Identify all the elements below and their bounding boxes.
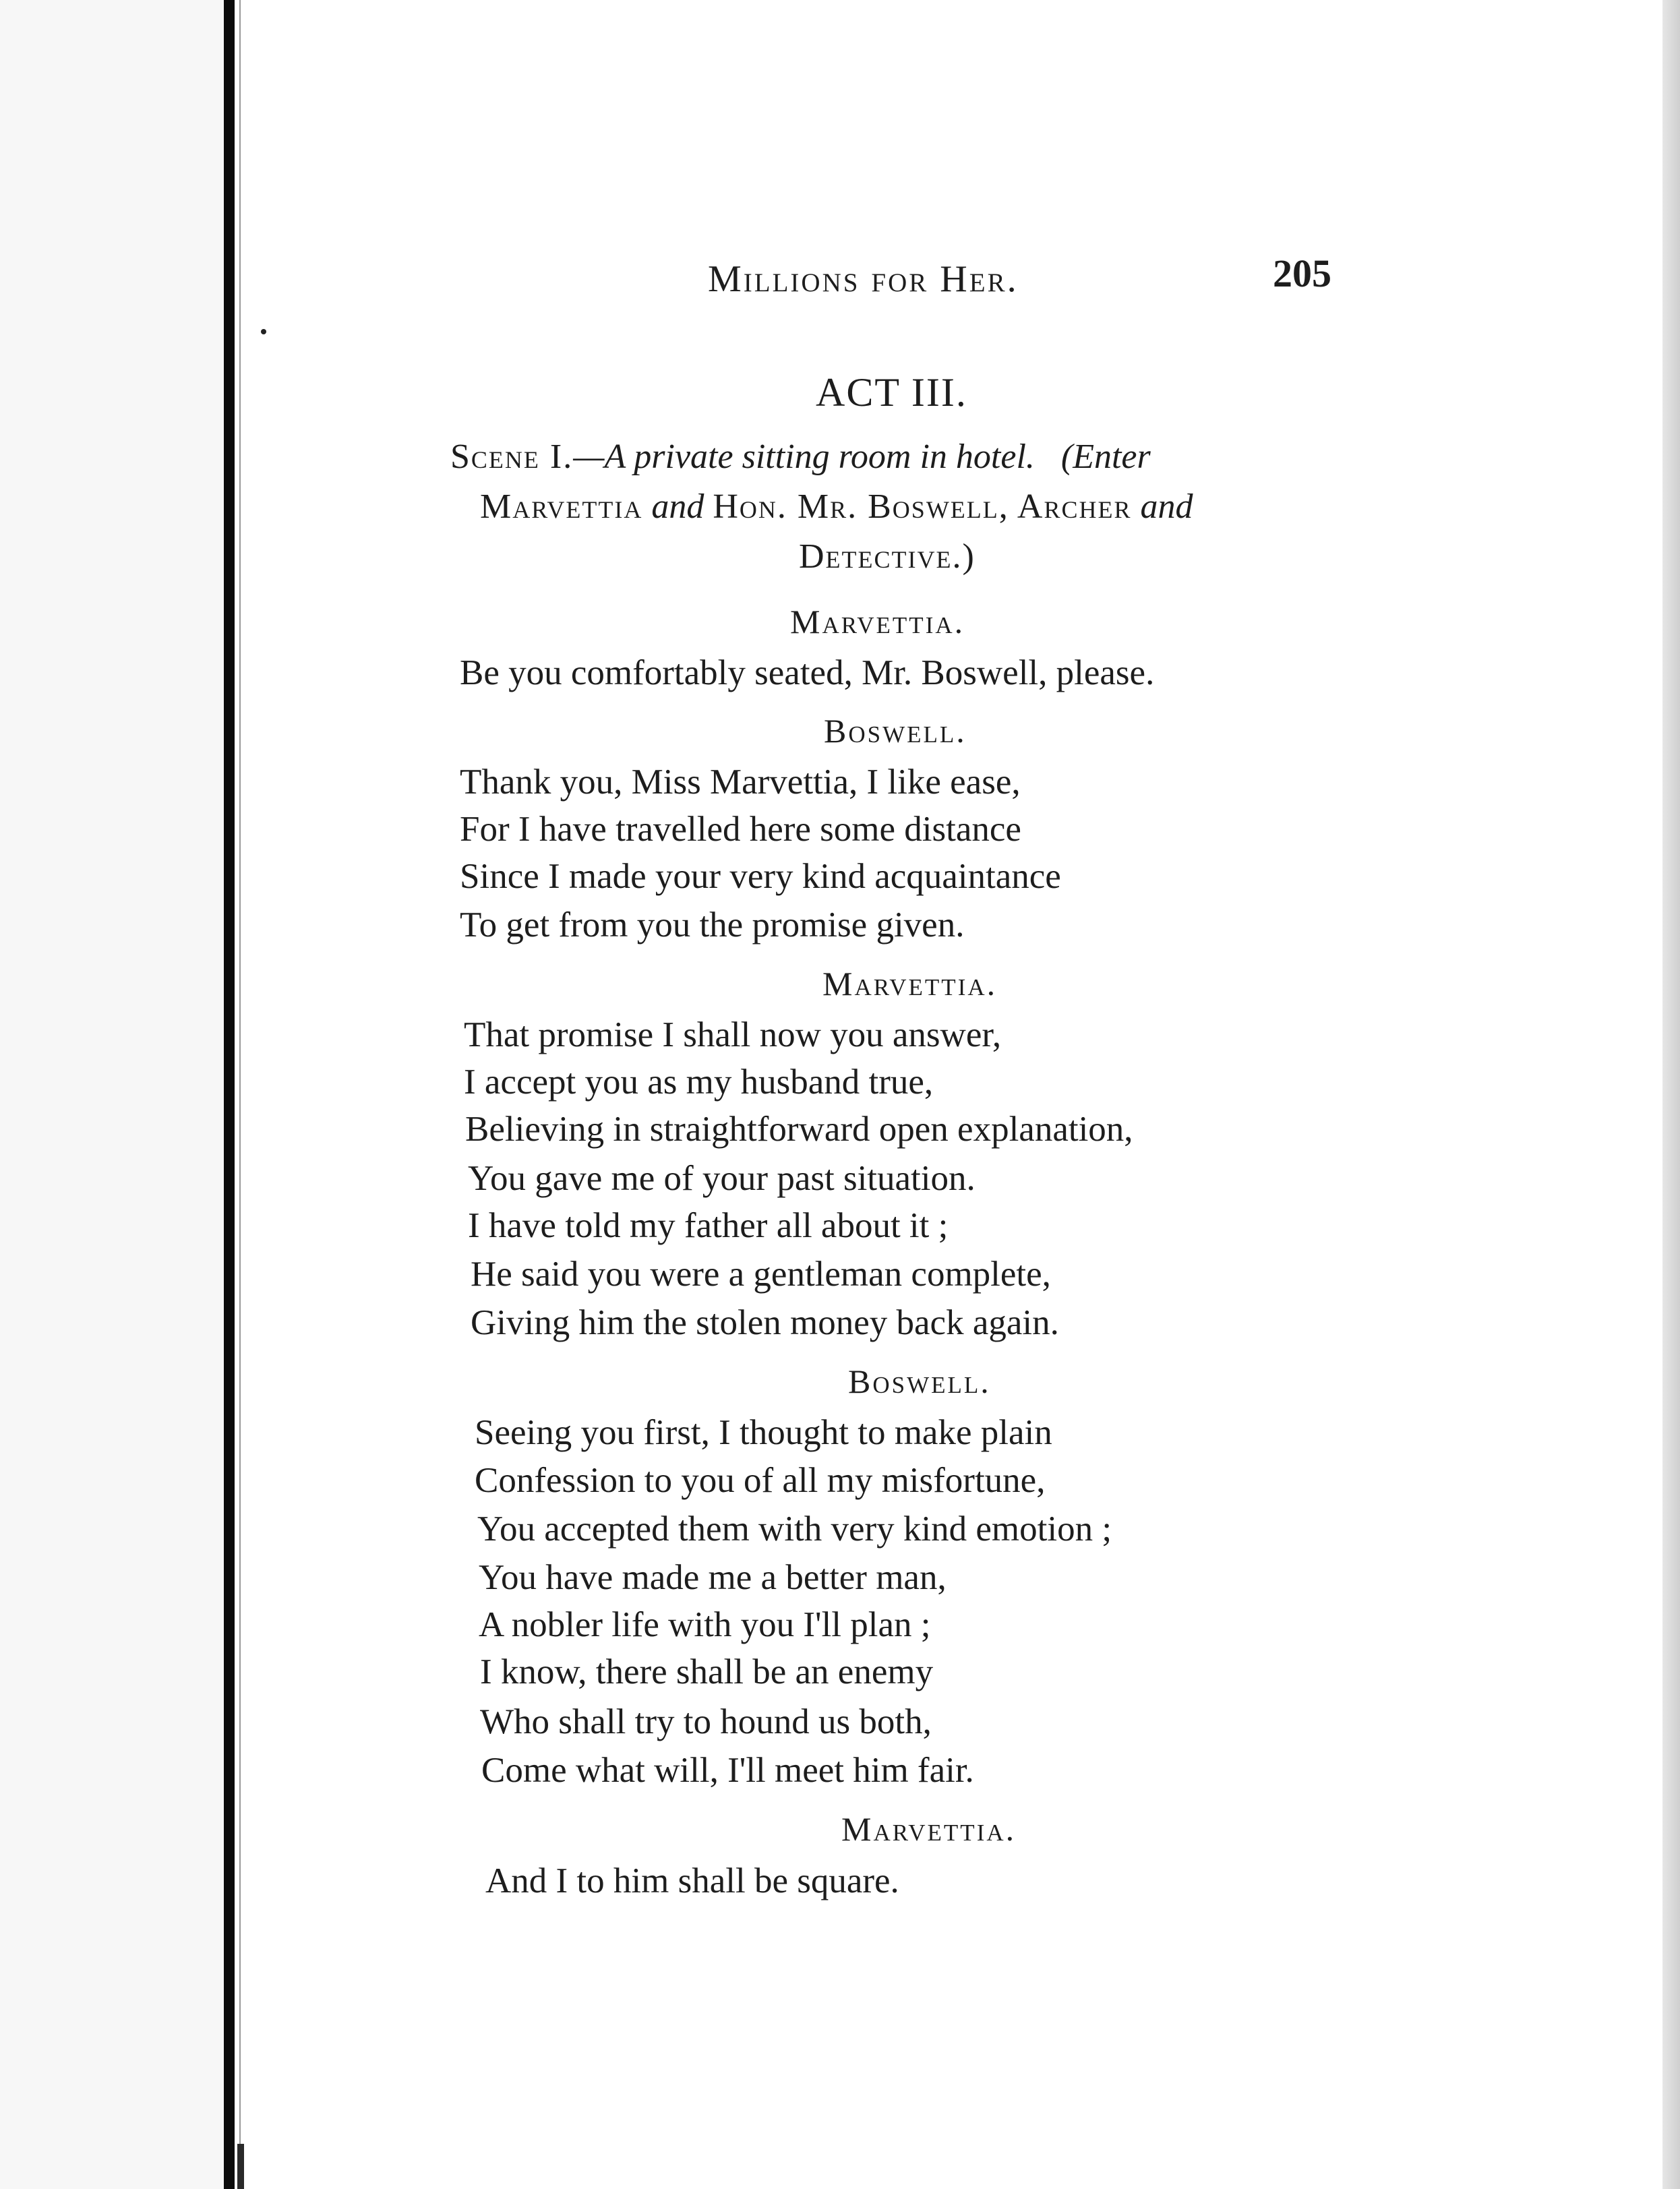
scene-conjunction: and xyxy=(651,487,704,526)
verse-line: Since I made your very kind acquaintance xyxy=(460,857,1061,896)
verse-line: Thank you, Miss Marvettia, I like ease, xyxy=(460,762,1021,802)
verse-line: Come what will, I'll meet him fair. xyxy=(481,1751,974,1790)
scene-description: —A private sitting room in hotel. xyxy=(573,438,1035,476)
verse-line: That promise I shall now you answer, xyxy=(464,1015,1002,1054)
scene-heading-line-3 xyxy=(799,537,976,576)
verse-line: You gave me of your past situation. xyxy=(468,1159,976,1198)
scene-character: Marvettia xyxy=(480,487,643,526)
scene-enter: (Enter xyxy=(1060,438,1151,476)
verse-line: A nobler life with you I'll plan ; xyxy=(479,1605,931,1644)
verse-line: He said you were a gentleman complete, xyxy=(471,1255,1051,1294)
book-gutter-shadow xyxy=(239,0,241,2189)
verse-line: To get from you the promise given. xyxy=(460,905,965,944)
verse-line: I accept you as my husband true, xyxy=(464,1062,934,1102)
book-gutter-line xyxy=(224,0,235,2189)
binding-mark xyxy=(237,2144,244,2189)
scene-heading-line-1 xyxy=(450,437,1151,477)
verse-line: You accepted them with very kind emotion ; xyxy=(477,1509,1112,1549)
speaker-name: Boswell. xyxy=(824,712,967,750)
verse-line: I have told my father all about it ; xyxy=(468,1206,949,1245)
verse-line: I know, there shall be an enemy xyxy=(480,1652,934,1691)
speaker-name: Marvettia. xyxy=(841,1810,1017,1848)
act-title: ACT III. xyxy=(816,370,967,415)
verse-line: You have made me a better man, xyxy=(479,1558,947,1597)
scene-conjunction: and xyxy=(1140,487,1193,526)
speaker-name: Marvettia. xyxy=(822,965,998,1002)
speaker-name: Marvettia. xyxy=(790,603,965,640)
scan-left-margin xyxy=(0,0,224,2189)
verse-line: Seeing you first, I thought to make plain xyxy=(475,1413,1052,1452)
verse-line: Who shall try to hound us both, xyxy=(480,1702,932,1741)
scene-characters: Hon. Mr. Boswell, Archer xyxy=(713,487,1132,526)
verse-line: Confession to you of all my misfortune, xyxy=(475,1461,1046,1500)
scene-heading-line-2 xyxy=(480,487,1193,527)
page-right-edge xyxy=(1662,0,1680,2189)
speaker-name: Boswell. xyxy=(848,1362,991,1400)
scene-label: Scene I. xyxy=(450,438,574,476)
verse-line: And I to him shall be square. xyxy=(485,1861,899,1900)
ink-speck xyxy=(261,329,266,334)
verse-line: For I have travelled here some distance xyxy=(460,810,1021,849)
verse-line: Giving him the stolen money back again. xyxy=(471,1303,1059,1342)
verse-line: Be you comfortably seated, Mr. Boswell, please. xyxy=(460,653,1155,692)
verse-line: Believing in straightforward open explanation, xyxy=(465,1110,1133,1149)
page-number: 205 xyxy=(1273,251,1331,295)
running-title: Millions for Her. xyxy=(708,258,1019,300)
scene-character: Detective.) xyxy=(799,537,976,576)
